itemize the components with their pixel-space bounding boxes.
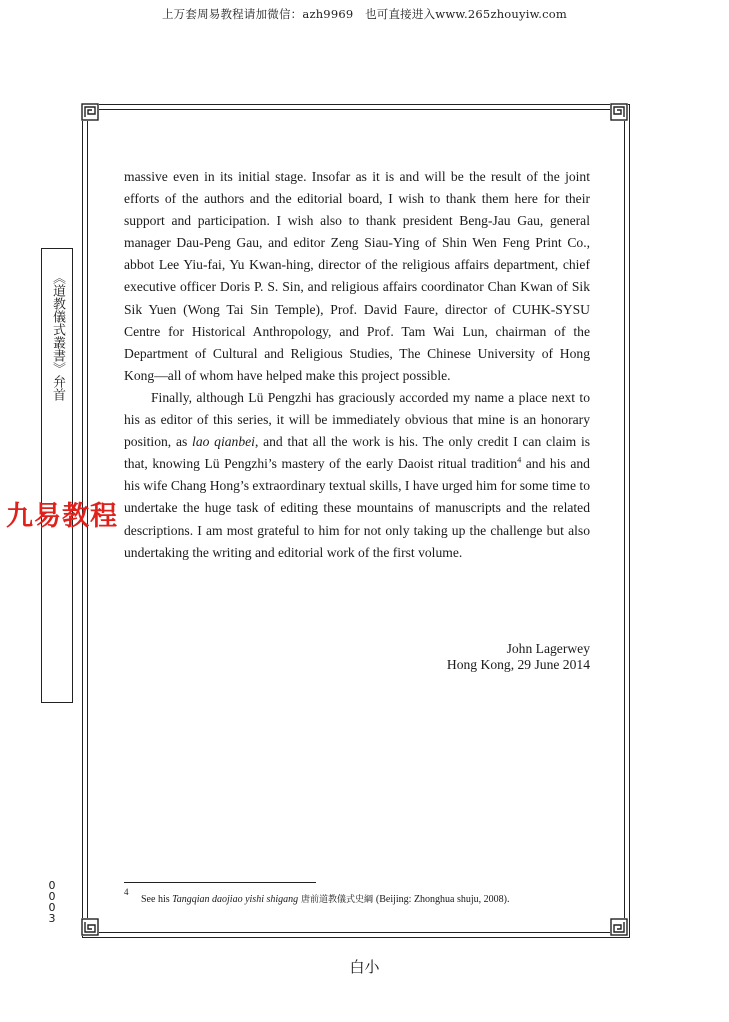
bottom-mark: 白小 (349, 958, 380, 976)
footnote-text (141, 893, 510, 907)
footnote-number: 4 (124, 887, 129, 897)
signature-name: John Lagerwey (506, 641, 590, 656)
footnote-rule (124, 882, 316, 883)
page-number-digit: 0 (48, 901, 56, 914)
footnote-pre: See his (141, 894, 173, 905)
page-number (46, 880, 58, 924)
paragraph-2-part-a: Finally, although Lü Pengzhi has graciously accorded my name a place next to his as editor of this series, it will be immediately obvious that mine is an honorary position, as (124, 389, 590, 450)
series-sidebar (41, 248, 73, 703)
paragraph-1: massive even in its initial stage. Insofar as it is and will be the result of the joint efforts of the authors and the editorial board, I wish to thank them here for their support and participation. I wish also to thank president Beng-Jau Gau, general manager Dau-Peng Gau, and editor Zeng Siau-Ying of Shin Wen Feng Print Co., abbot Lee Yiu-fai, Yu Kwan-hing, director of the religious affairs department, chief executive officer Doris P. S. Sin, and religious affairs coordinator Chan Kwan of Sik Sik Yuen (Wong Tai Sin Temple), Prof. David Faure, director of CUHK-SYSU Centre for Historical Anthropology, and Prof. Tam Wai Lun, chairman of the Department of Cultural and Religious Studies, The Chinese University of Hong Kong—all of whom have helped make this project possible. (124, 169, 590, 383)
header-note: 上万套周易教程请加微信：azh9969 也可直接进入www.265zhouyiw.com (161, 7, 568, 21)
footnote-chinese-title: 唐前道教儀式史綱 (298, 895, 376, 905)
footnote-title: Tangqian daojiao yishi shigang (172, 894, 299, 905)
signature-place-date: Hong Kong, 29 June 2014 (446, 657, 590, 672)
page-number-digit: 0 (48, 890, 56, 903)
watermark: 九易教程 (6, 501, 118, 532)
footnote-reference[interactable]: 4 (517, 455, 522, 465)
paragraph-2-part-b: , and that all the work is his. The only credit I can claim is that, knowing Lü Pengzhi’s mastery of the early Daoist ritual tradition (124, 434, 591, 472)
italic-term: lao qianbei (192, 434, 255, 450)
corner-ornament-top-right (610, 103, 628, 121)
series-title: 《道教儀式叢書》弁首 (50, 271, 65, 401)
corner-ornament-bottom-left (81, 918, 99, 936)
paragraph-2-part-c: and his and his wife Chang Hong’s extraordinary textual skills, I have urged him for some time to undertake the huge task of editing these mountains of manuscripts and the related descriptions. I am most grateful to him for not only taking up the challenge but also undertaking the writing and editorial work of the first volume. (124, 456, 590, 560)
page-number-digit: 0 (48, 879, 56, 892)
corner-ornament-bottom-right (610, 918, 628, 936)
footnote-post: (Beijing: Zhonghua shuju, 2008). (375, 894, 510, 905)
corner-ornament-top-left (81, 103, 99, 121)
body-text (124, 166, 590, 564)
page-number-digit: 3 (48, 912, 56, 925)
paragraph-2 (124, 387, 590, 564)
